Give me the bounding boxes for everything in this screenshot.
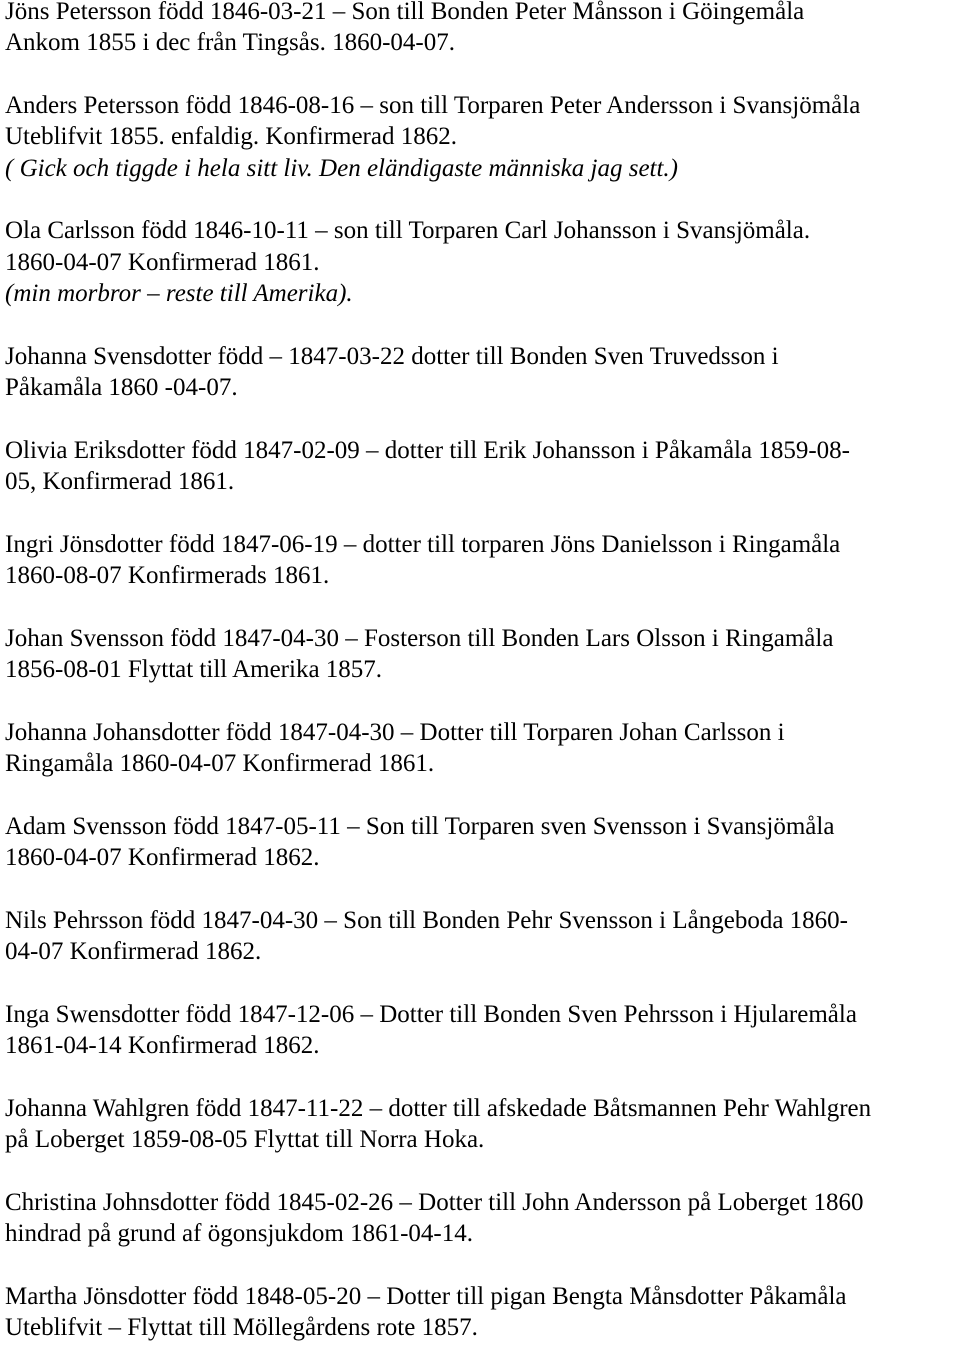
entry-line: Ankom 1855 i dec från Tingsås. 1860-04-07. [5, 29, 455, 57]
entry-line: 1856-08-01 Flyttat till Amerika 1857. [5, 656, 383, 684]
entry-note: (min morbror – reste till Amerika). [5, 280, 353, 308]
entry-line: Johanna Svensdotter född – 1847-03-22 dotter till Bonden Sven Truvedsson i [5, 342, 779, 370]
entry-line: 1860-08-07 Konfirmerads 1861. [5, 562, 330, 590]
entry-line: Christina Johnsdotter född 1845-02-26 – Dotter till John Andersson på Loberget 1860 [5, 1188, 864, 1216]
entry-line: Martha Jönsdotter född 1848-05-20 – Dotter till pigan Bengta Månsdotter Påkamåla [5, 1282, 847, 1310]
entry-line: Ingri Jönsdotter född 1847-06-19 – dotter till torparen Jöns Danielsson i Ringamåla [5, 530, 841, 558]
entry-line: Anders Petersson född 1846-08-16 – son till Torparen Peter Andersson i Svansjömåla [5, 92, 861, 119]
entry-line: Nils Pehrsson född 1847-04-30 – Son till Bonden Pehr Svensson i Långeboda 1860- [5, 906, 849, 934]
entry-line: Uteblifvit – Flyttat till Möllegårdens rote 1857. [5, 1314, 478, 1342]
entry-note: ( Gick och tiggde i hela sitt liv. Den eländigaste människa jag sett.) [5, 154, 679, 182]
entry-line: Jöns Petersson född 1846-03-21 – Son till Bonden Peter Månsson i Göingemåla [5, 0, 805, 25]
entry-line: 1860-04-07 Konfirmerad 1862. [5, 844, 320, 872]
entry-line: 1861-04-14 Konfirmerad 1862. [5, 1032, 320, 1060]
entry-line: Ola Carlsson född 1846-10-11 – son till Torparen Carl Johansson i Svansjömåla. [5, 217, 811, 245]
entry-line: Ringamåla 1860-04-07 Konfirmerad 1861. [5, 750, 435, 778]
entry-line: Adam Svensson född 1847-05-11 – Son till Torparen sven Svensson i Svansjömåla [5, 812, 835, 840]
entry-line: hindrad på grund af ögonsjukdom 1861-04-14. [5, 1220, 473, 1248]
entry-line: 1860-04-07 Konfirmerad 1861. [5, 248, 320, 276]
entry-line: Inga Swensdotter född 1847-12-06 – Dotter till Bonden Sven Pehrsson i Hjularemåla [5, 1000, 857, 1028]
entry-line: Olivia Eriksdotter född 1847-02-09 – dotter till Erik Johansson i Påkamåla 1859-08- [5, 436, 850, 464]
entry-line: på Loberget 1859-08-05 Flyttat till Norra Hoka. [5, 1126, 485, 1154]
entry-line: 05, Konfirmerad 1861. [5, 468, 235, 496]
entry-line: Johan Svensson född 1847-04-30 – Fosterson till Bonden Lars Olsson i Ringamåla [5, 624, 834, 652]
entry-line: Johanna Johansdotter född 1847-04-30 – Dotter till Torparen Johan Carlsson i [5, 718, 785, 746]
entry-line: Johanna Wahlgren född 1847-11-22 – dotter till afskedade Båtsmannen Pehr Wahlgren [5, 1094, 872, 1122]
entry-line: Påkamåla 1860 -04-07. [5, 374, 238, 402]
entry-line: 04-07 Konfirmerad 1862. [5, 938, 262, 966]
entry-line: Uteblifvit 1855. enfaldig. Konfirmerad 1862. [5, 123, 457, 151]
